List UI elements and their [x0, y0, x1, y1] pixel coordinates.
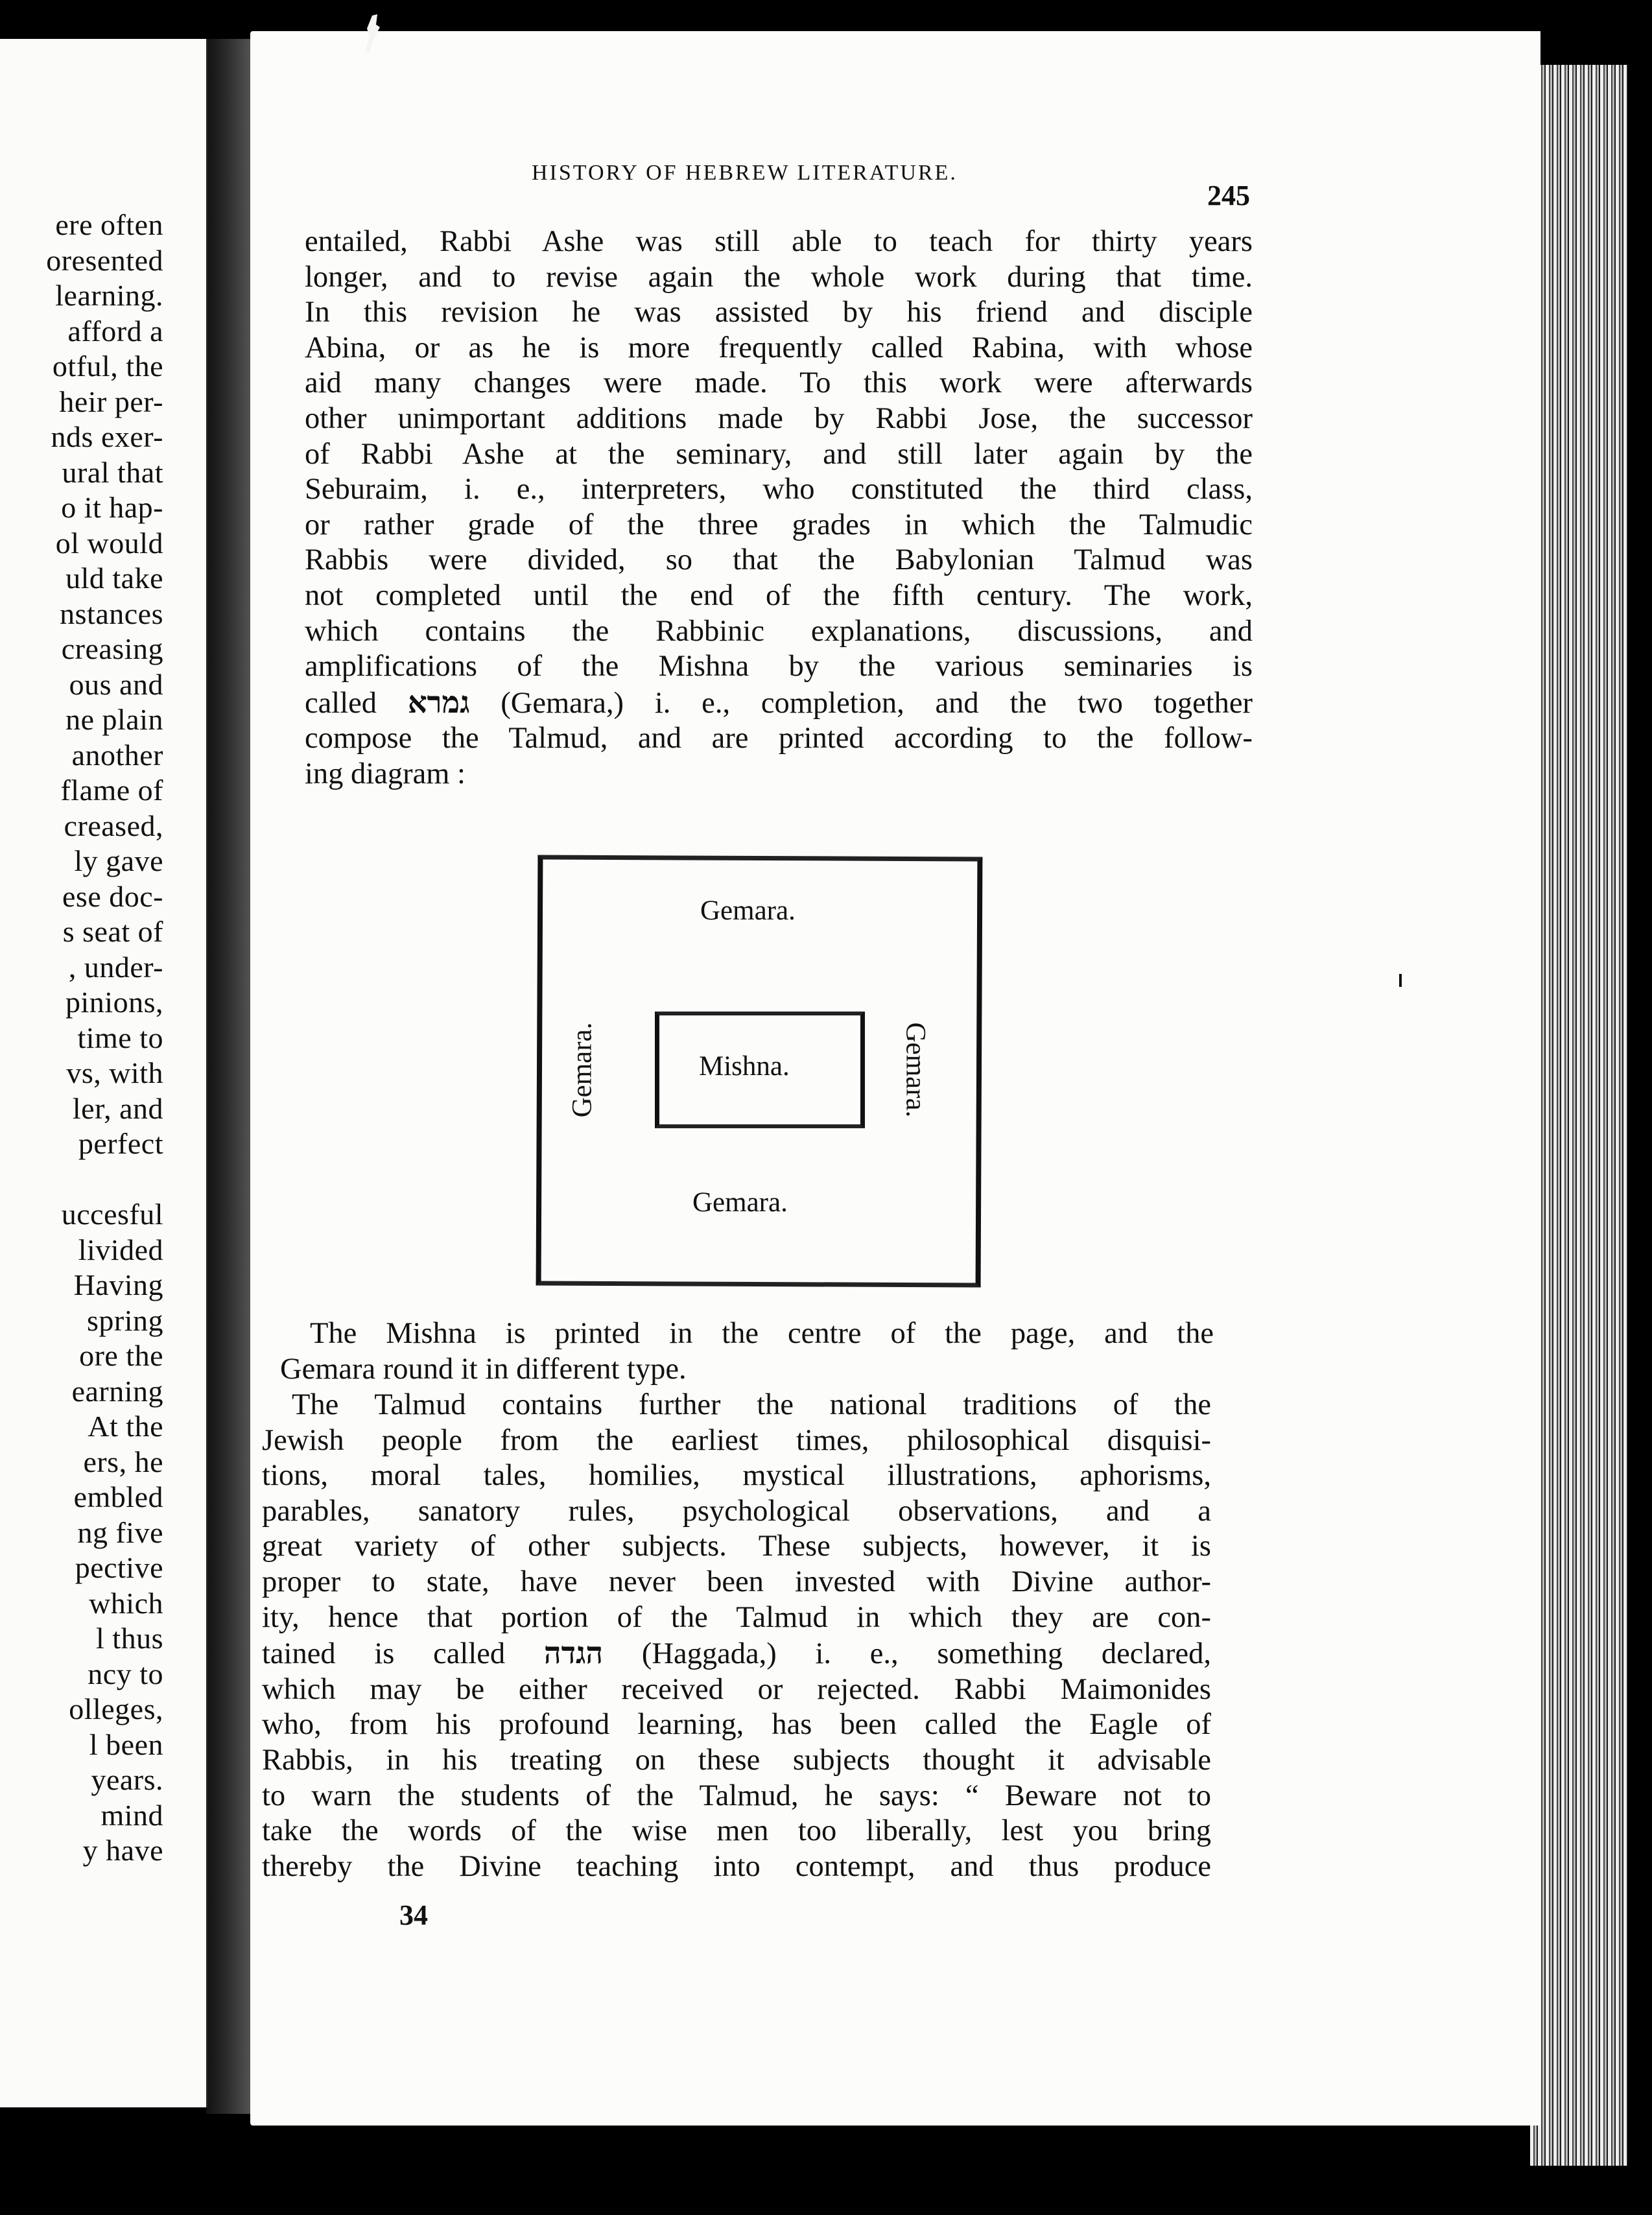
facing-page-line: vs, with	[66, 1056, 163, 1089]
facing-page-line: oresented	[46, 243, 163, 277]
diagram-label-left: Gemara.	[567, 1022, 598, 1118]
facing-page-text	[46, 207, 163, 1869]
facing-page-line: ore the	[79, 1339, 163, 1372]
text-line: Rabbis, in his treating on these subjects thought it advisable	[262, 1743, 1211, 1777]
signature-mark: 34	[399, 1899, 428, 1931]
facing-page-line: ler, and	[72, 1091, 163, 1125]
diagram-label-right: Gemara.	[900, 1022, 931, 1118]
diagram-label-center: Mishna.	[699, 1051, 790, 1082]
facing-page-line: years.	[91, 1763, 163, 1796]
facing-page-line: ne plain	[65, 703, 163, 736]
facing-page-line: ere often	[55, 208, 163, 241]
text-line: In this revision he was assisted by his friend and disciple	[305, 296, 1253, 329]
text-line: tions, moral tales, homilies, mystical illustrations, aphorisms,	[262, 1459, 1211, 1493]
text-line: or rather grade of the three grades in which the Talmudic	[305, 508, 1253, 541]
facing-page-line: l been	[89, 1727, 163, 1761]
facing-page-line: spring	[87, 1303, 163, 1337]
facing-page-line: heir per-	[59, 385, 163, 418]
text-line: other unimportant additions made by Rabbi Jose, the successor	[305, 401, 1253, 435]
facing-page-line: flame of	[60, 774, 163, 807]
facing-page-line: afford a	[67, 314, 163, 348]
text-line: thereby the Divine teaching into contempt, and thus produce	[262, 1849, 1211, 1883]
paper-blemish	[360, 13, 386, 58]
facing-page-line: uccesful	[61, 1198, 163, 1231]
book-gutter	[206, 39, 252, 2114]
text-line: which may be either received or rejected. Rabbi Maimonides	[262, 1672, 1211, 1706]
facing-page-line: o it hap-	[61, 491, 163, 524]
text-line: ing diagram :	[305, 757, 466, 790]
facing-page-line: ol would	[55, 526, 163, 560]
text-line: Abina, or as he is more frequently called Rabina, with whose	[305, 331, 1253, 364]
facing-page-line: ural that	[62, 455, 163, 489]
text-line: proper to state, have never been invested with Divine author-	[262, 1565, 1211, 1598]
facing-page-line: pinions,	[65, 986, 163, 1019]
facing-page-line: ese doc-	[62, 879, 163, 913]
text-line: aid many changes were made. To this work were afterwards	[305, 366, 1253, 400]
text-line: longer, and to revise again the whole work during that time.	[305, 260, 1253, 294]
facing-page-left	[0, 39, 208, 2107]
facing-page-line: olleges,	[69, 1692, 163, 1725]
text-line: called גמרא (Gemara,) i. e., completion, and the two together	[305, 683, 1253, 720]
facing-page-line: ng five	[77, 1515, 163, 1549]
facing-page-line: time to	[77, 1021, 163, 1054]
facing-page-line: nds exer-	[51, 420, 163, 453]
text-line: tained is called הגדה (Haggada,) i. e., something declared,	[262, 1635, 1211, 1671]
facing-page-line: earning	[71, 1374, 163, 1408]
diagram-label-top: Gemara.	[700, 895, 796, 926]
text-line: The Mishna is printed in the centre of the page, and the	[310, 1317, 1214, 1350]
facing-page-line: ly gave	[74, 844, 163, 877]
facing-page-line: perfect	[78, 1127, 163, 1160]
facing-page-line	[46, 1162, 163, 1198]
text-line: Jewish people from the earliest times, philosophical disquisi-	[262, 1423, 1211, 1457]
diagram-label-bottom: Gemara.	[692, 1187, 788, 1218]
facing-page-line: uld take	[65, 562, 163, 595]
facing-page-line: mind	[100, 1798, 163, 1832]
facing-page-line: s seat of	[62, 915, 163, 948]
facing-page-line: ous and	[69, 667, 163, 701]
facing-page-line: pective	[75, 1551, 163, 1584]
facing-page-line: creasing	[61, 632, 163, 665]
talmud-page-diagram	[537, 856, 978, 1284]
text-line: amplifications of the Mishna by the various seminaries is	[305, 650, 1253, 683]
facing-page-line: learning.	[55, 279, 163, 312]
facing-page-line: Having	[73, 1268, 163, 1301]
text-line: of Rabbi Ashe at the seminary, and still later again by the	[305, 437, 1253, 471]
facing-page-line: ers, he	[83, 1445, 163, 1478]
facing-page-line: y have	[82, 1834, 163, 1867]
paragraph-1	[305, 224, 1253, 792]
facing-page-line: l thus	[96, 1622, 163, 1655]
text-line: Seburaim, i. e., interpreters, who constituted the third class,	[305, 473, 1253, 506]
text-line: Gemara round it in different type.	[280, 1352, 687, 1386]
text-line: parables, sanatory rules, psychological observations, and a	[262, 1494, 1211, 1528]
text-line: who, from his profound learning, has been called the Eagle of	[262, 1708, 1211, 1742]
text-line: The Talmud contains further the national traditions of the	[292, 1388, 1211, 1421]
text-line: compose the Talmud, and are printed according to the follow-	[305, 722, 1253, 755]
text-line: take the words of the wise men too liberally, lest you bring	[262, 1814, 1211, 1848]
text-line: which contains the Rabbinic explanations, discussions, and	[305, 614, 1253, 648]
text-line: not completed until the end of the fifth century. The work,	[305, 578, 1253, 612]
page-edges	[1530, 65, 1627, 2166]
facing-page-line: otful, the	[52, 349, 163, 383]
facing-page-line: nstances	[60, 597, 163, 630]
text-line: to warn the students of the Talmud, he says: “ Beware not to	[262, 1779, 1211, 1812]
text-line: ity, hence that portion of the Talmud in which they are con-	[262, 1600, 1211, 1634]
text-line: great variety of other subjects. These subjects, however, it is	[262, 1530, 1211, 1563]
facing-page-line: creased,	[64, 809, 163, 842]
facing-page-line: livided	[78, 1233, 163, 1266]
text-line: entailed, Rabbi Ashe was still able to teach for thirty years	[305, 225, 1253, 258]
running-header: HISTORY OF HEBREW LITERATURE.	[532, 161, 958, 185]
paragraph-3	[262, 1388, 1211, 1884]
facing-page-line: ncy to	[88, 1657, 163, 1690]
page-number: 245	[1207, 180, 1250, 211]
facing-page-line: embled	[73, 1480, 163, 1513]
facing-page-line: which	[89, 1586, 163, 1620]
facing-page-line: another	[71, 738, 163, 772]
facing-page-line: At the	[88, 1410, 163, 1443]
facing-page-line: , under-	[68, 950, 163, 984]
text-line: Rabbis were divided, so that the Babylonian Talmud was	[305, 543, 1253, 577]
paragraph-2	[280, 1316, 1214, 1387]
ink-mark	[1399, 974, 1402, 987]
